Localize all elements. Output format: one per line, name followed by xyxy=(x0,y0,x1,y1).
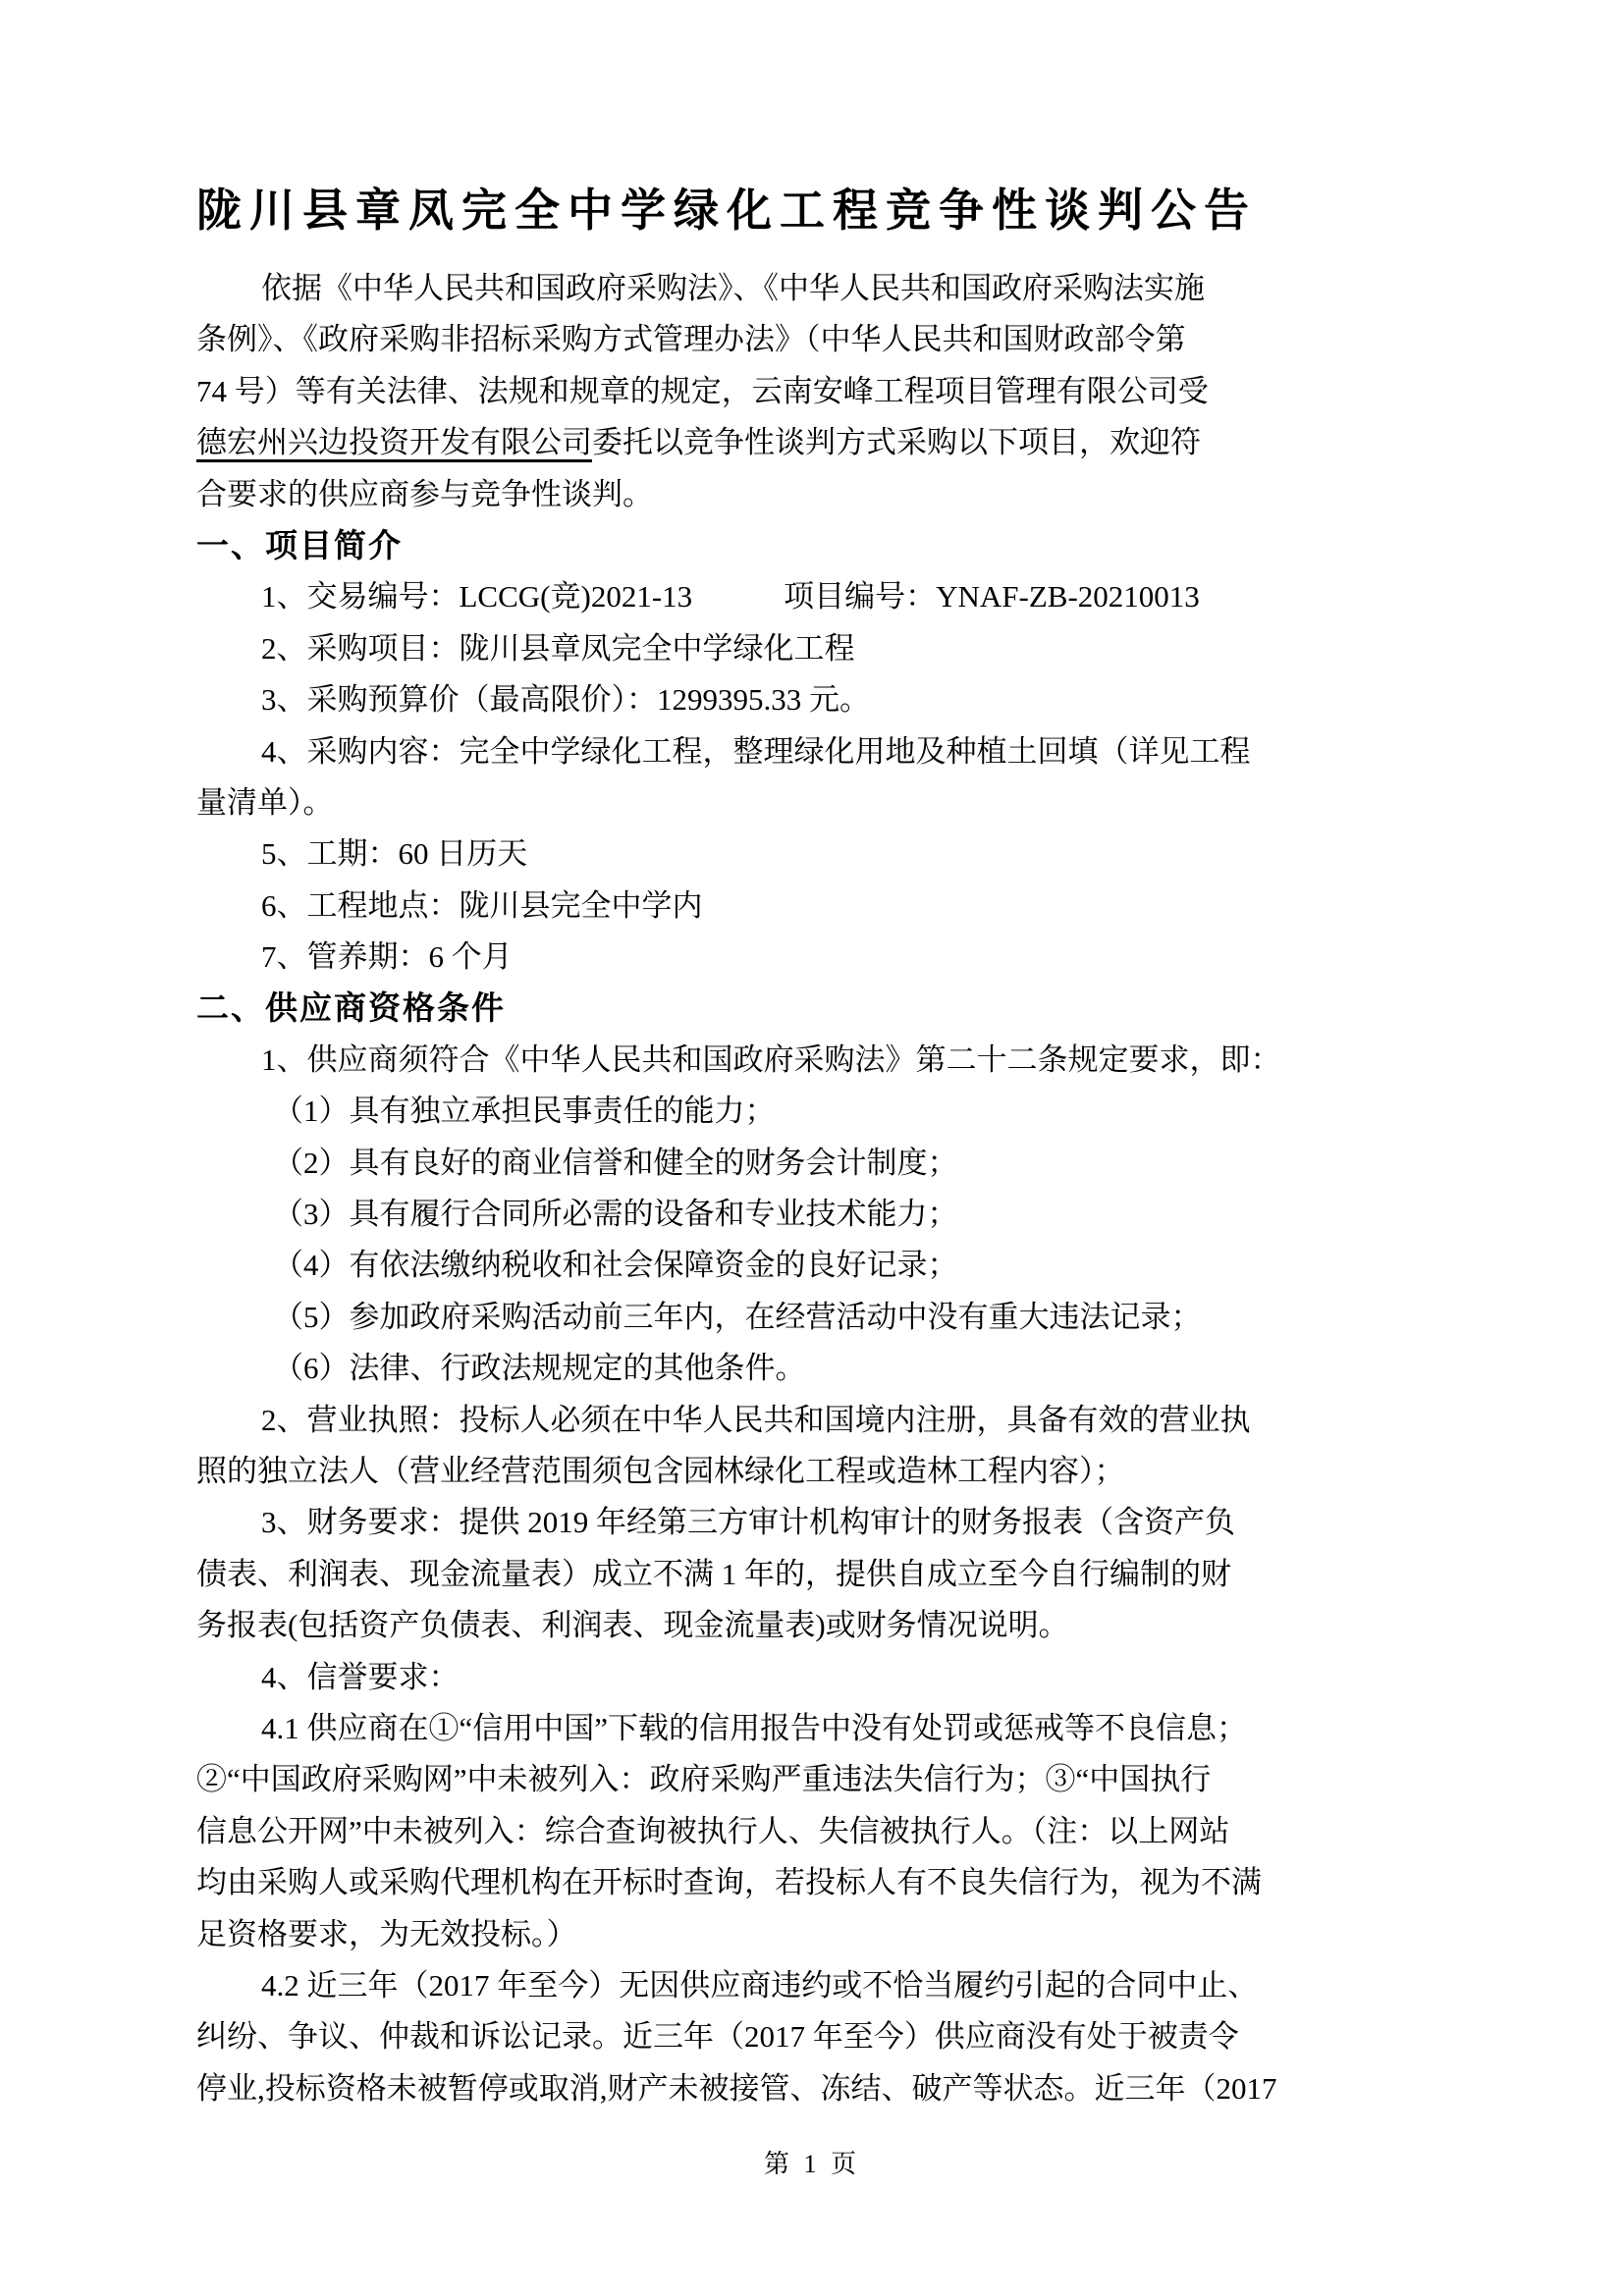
doc-line: 3、财务要求：提供 2019 年经第三方审计机构审计的财务报表（含资产负 xyxy=(261,1505,1235,1540)
doc-line: 足资格要求，为无效投标。） xyxy=(196,1916,577,1951)
doc-line: （1）具有独立承担民事责任的能力； xyxy=(273,1094,776,1129)
doc-line: 纠纷、争议、仲裁和诉讼记录。近三年（2017 年至今）供应商没有处于被责令 xyxy=(196,2019,1239,2055)
doc-line: 务报表(包括资产负债表、利润表、现金流量表)或财务情况说明。 xyxy=(196,1608,1069,1643)
doc-line: （4）有依法缴纳税收和社会保障资金的良好记录； xyxy=(273,1248,958,1283)
doc-line: 4.2 近三年（2017 年至今）无因供应商违约或不恰当履约引起的合同中止、 xyxy=(261,1967,1259,2002)
doc-line: 7、管养期：6 个月 xyxy=(261,939,513,975)
doc-line: ②“中国政府采购网”中未被列入：政府采购严重违法失信行为；③“中国执行 xyxy=(196,1762,1212,1797)
doc-line: （2）具有良好的商业信誉和健全的财务会计制度； xyxy=(273,1145,958,1180)
doc-line: 4.1 供应商在①“信用中国”下载的信用报告中没有处罚或惩戒等不良信息； xyxy=(261,1710,1248,1745)
page-number: 第 1 页 xyxy=(763,2150,860,2178)
doc-line: （3）具有履行合同所必需的设备和专业技术能力； xyxy=(273,1197,958,1232)
doc-line: 依据《中华人民共和国政府采购法》、《中华人民共和国政府采购法实施 xyxy=(261,271,1205,305)
doc-line: 3、采购预算价（最高限价）：1299395.33 元。 xyxy=(261,682,870,718)
doc-line: 74 号）等有关法律、法规和规章的规定，云南安峰工程项目管理有限公司受 xyxy=(196,373,1209,408)
doc-line: 停业,投标资格未被暂停或取消,财产未被接管、冻结、破产等状态。近三年（2017 xyxy=(196,2070,1277,2106)
doc-line: 2、营业执照：投标人必须在中华人民共和国境内注册，具备有效的营业执 xyxy=(261,1402,1251,1437)
section-heading: 二、供应商资格条件 xyxy=(196,989,506,1027)
doc-line: 合要求的供应商参与竞争性谈判。 xyxy=(196,476,653,511)
section-heading: 一、项目简介 xyxy=(196,526,403,563)
doc-line: 均由采购人或采购代理机构在开标时查询，若投标人有不良失信行为，视为不满 xyxy=(196,1865,1262,1900)
doc-line: 4、采购内容：完全中学绿化工程，整理绿化用地及种植土回填（详见工程 xyxy=(261,733,1251,769)
doc-line: 1、供应商须符合《中华人民共和国政府采购法》第二十二条规定要求，即： xyxy=(261,1041,1281,1077)
doc-line: 德宏州兴边投资开发有限公司委托以竞争性谈判方式采购以下项目，欢迎符 xyxy=(196,425,1201,460)
doc-line: 1、交易编号：LCCG(竞)2021-13 项目编号：YNAF-ZB-20210013 xyxy=(261,579,1200,614)
doc-line: （6）法律、行政法规规定的其他条件。 xyxy=(273,1351,806,1386)
doc-line: 4、信誉要求： xyxy=(261,1659,460,1694)
document-body xyxy=(196,263,1473,2114)
document-title: 陇川县章凤完全中学绿化工程竞争性谈判公告 xyxy=(196,185,1257,236)
doc-line: 照的独立法人（营业经营范围须包含园林绿化工程或造林工程内容）； xyxy=(196,1453,1125,1488)
doc-line: 信息公开网”中未被列入：综合查询被执行人、失信被执行人。（注：以上网站 xyxy=(196,1813,1230,1848)
doc-line: 条例》、《政府采购非招标采购方式管理办法》（中华人民共和国财政部令第 xyxy=(196,322,1186,357)
doc-line: 5、工期：60 日历天 xyxy=(261,836,528,872)
underlined-company-name: 德宏州兴边投资开发有限公司 xyxy=(196,425,592,460)
doc-line: 2、采购项目：陇川县章凤完全中学绿化工程 xyxy=(261,630,855,666)
doc-line: （5）参加政府采购活动前三年内，在经营活动中没有重大违法记录； xyxy=(273,1299,1202,1334)
doc-line: 量清单）。 xyxy=(196,784,334,820)
doc-line: 债表、利润表、现金流量表）成立不满 1 年的，提供自成立至今自行编制的财 xyxy=(196,1556,1231,1591)
doc-line: 6、工程地点：陇川县完全中学内 xyxy=(261,887,703,923)
